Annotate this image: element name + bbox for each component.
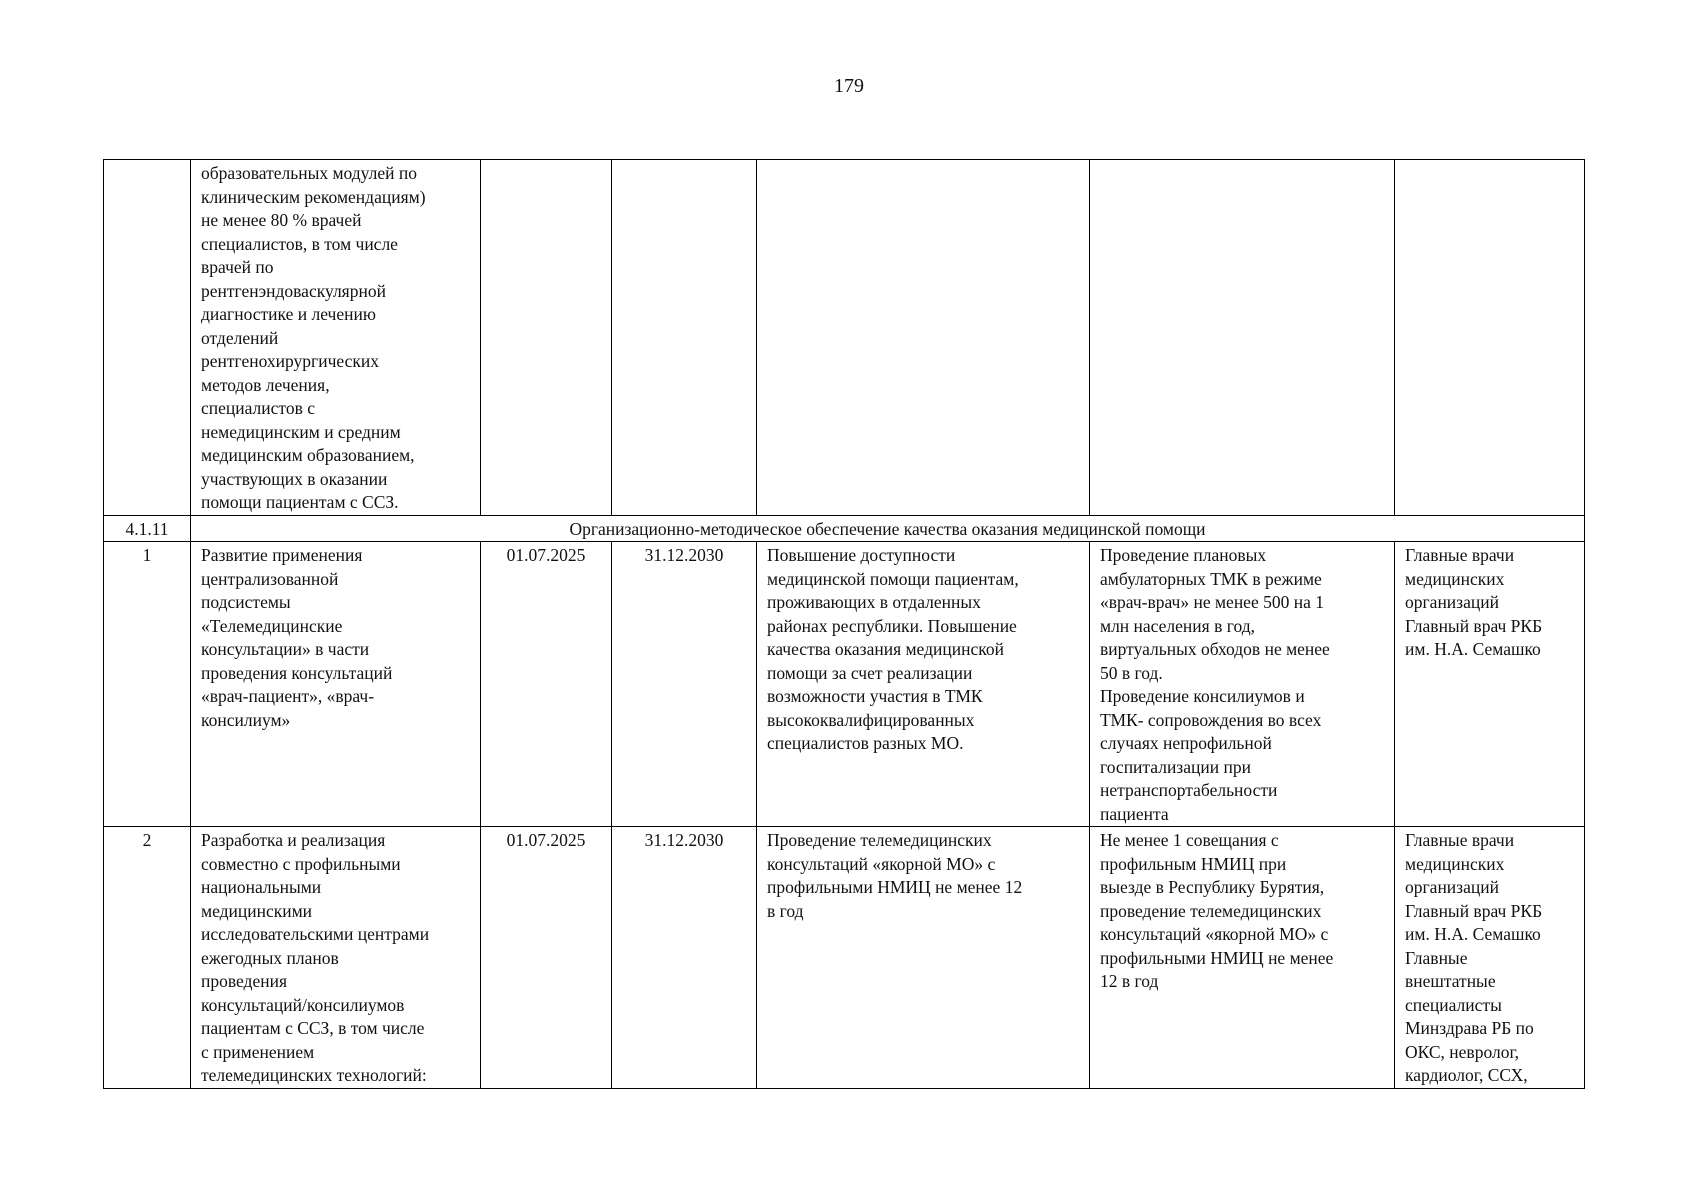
text-line: «врач-пациент», «врач- xyxy=(201,686,375,706)
text-line: ТМК- сопровождения во всех xyxy=(1100,709,1322,730)
cell-result xyxy=(757,542,1090,827)
text-line: Не менее 1 совещания с xyxy=(1100,830,1279,850)
text-line: виртуальных обходов не менее xyxy=(1100,639,1330,659)
page-number: 179 xyxy=(834,75,864,97)
text-line: медицинской помощи пациентам, xyxy=(767,568,1019,589)
text-line: проведения консультаций xyxy=(201,662,393,683)
cell-num: 1 xyxy=(104,542,191,827)
text-line: медицинских xyxy=(1405,853,1505,874)
text-line: им. Н.А. Семашко xyxy=(1405,924,1541,944)
text-line: Главные xyxy=(1405,947,1468,968)
section-row xyxy=(104,515,1585,542)
text-line: Повышение доступности xyxy=(767,545,956,565)
text-line: исследовательскими центрами xyxy=(201,924,430,944)
text-line: централизованной xyxy=(201,568,339,589)
section-number: 4.1.11 xyxy=(104,515,191,542)
table-row xyxy=(104,542,1585,827)
text-line: участвующих в оказании xyxy=(201,468,388,489)
text-line: качества оказания медицинской xyxy=(767,639,1004,659)
text-line: ОКС, невролог, xyxy=(1405,1041,1520,1062)
text-line: «врач-врач» не менее 500 на 1 xyxy=(1100,592,1324,612)
text-line: диагностике и лечению xyxy=(201,304,376,324)
text-line: районах республики. Повышение xyxy=(767,615,1017,636)
text-line: проведение телемедицинских xyxy=(1100,900,1322,921)
table-row-continuation xyxy=(104,160,1585,516)
cell-action xyxy=(191,827,481,1089)
text-line: проживающих в отдаленных xyxy=(767,592,981,612)
cell-result xyxy=(757,827,1090,1089)
cell-responsible xyxy=(1395,542,1585,827)
cell-start xyxy=(481,160,612,516)
text-line: Минздрава РБ по xyxy=(1405,1018,1534,1038)
text-line: Главный врач РКБ xyxy=(1405,900,1543,921)
text-line: пациентам с ССЗ, в том числе xyxy=(201,1018,425,1038)
text-line: специалистов с xyxy=(201,398,315,418)
cell-indicator xyxy=(1090,542,1395,827)
text-line: врачей по xyxy=(201,257,274,277)
text-line: высококвалифицированных xyxy=(767,709,975,730)
cell-result xyxy=(757,160,1090,516)
text-line: нетранспортабельности xyxy=(1100,780,1278,800)
text-line: клиническим рекомендациям) xyxy=(201,186,426,207)
text-line: выезде в Республику Бурятия, xyxy=(1100,877,1325,897)
cell-end xyxy=(612,160,757,516)
text-line: совместно с профильными xyxy=(201,853,401,874)
text-line: консультации» в части xyxy=(201,639,370,659)
text-line: специалистов разных МО. xyxy=(767,733,964,753)
text-line: национальными xyxy=(201,877,322,897)
text-line: профильными НМИЦ не менее xyxy=(1100,947,1334,968)
text-line: Проведение телемедицинских xyxy=(767,830,992,850)
cell-num: 2 xyxy=(104,827,191,1089)
text-line: случаях непрофильной xyxy=(1100,733,1272,753)
text-line: Главные врачи xyxy=(1405,545,1515,565)
text-line: амбулаторных ТМК в режиме xyxy=(1100,568,1322,589)
text-line: рентгенэндоваскулярной xyxy=(201,280,386,301)
cell-responsible xyxy=(1395,827,1585,1089)
text-line: специалисты xyxy=(1405,994,1502,1015)
text-line: профильным НМИЦ при xyxy=(1100,853,1287,874)
text-line: Проведение консилиумов и xyxy=(1100,686,1305,706)
text-line: им. Н.А. Семашко xyxy=(1405,639,1541,659)
text-line: в год xyxy=(767,900,804,921)
text-line: Главные врачи xyxy=(1405,830,1515,850)
text-line: ежегодных планов xyxy=(201,947,339,968)
cell-end-date: 31.12.2030 xyxy=(612,542,757,827)
text-line: медицинскими xyxy=(201,900,313,921)
cell-action xyxy=(191,542,481,827)
text-line: подсистемы xyxy=(201,592,291,612)
cell-end-date: 31.12.2030 xyxy=(612,827,757,1089)
text-line: специалистов, в том числе xyxy=(201,233,398,254)
section-title: Организационно-методическое обеспечение качества оказания медицинской помощи xyxy=(191,515,1585,542)
text-line: Главный врач РКБ xyxy=(1405,615,1543,636)
text-line: госпитализации при xyxy=(1100,756,1251,777)
cell-indicator xyxy=(1090,160,1395,516)
text-line: млн населения в год, xyxy=(1100,615,1255,636)
text-line: консультаций/консилиумов xyxy=(201,994,405,1015)
text-line: Разработка и реализация xyxy=(201,830,386,850)
text-line: рентгенохирургических xyxy=(201,351,379,371)
text-line: возможности участия в ТМК xyxy=(767,686,983,706)
text-line: кардиолог, ССХ, xyxy=(1405,1065,1528,1085)
cell-action xyxy=(191,160,481,516)
text-line: организаций xyxy=(1405,877,1499,897)
text-line: внештатные xyxy=(1405,971,1496,991)
text-line: медицинским образованием, xyxy=(201,445,415,465)
cell-start-date: 01.07.2025 xyxy=(481,827,612,1089)
text-line: пациента xyxy=(1100,803,1169,824)
text-line: Проведение плановых xyxy=(1100,545,1267,565)
text-line: «Телемедицинские xyxy=(201,615,343,636)
text-line: консультаций «якорной МО» с xyxy=(767,853,996,874)
cell-start-date: 01.07.2025 xyxy=(481,542,612,827)
text-line: не менее 80 % врачей xyxy=(201,210,362,230)
text-line: организаций xyxy=(1405,592,1499,612)
text-line: помощи пациентам с ССЗ. xyxy=(201,492,399,512)
text-line: немедицинским и средним xyxy=(201,421,401,442)
cell-num xyxy=(104,160,191,516)
text-line: телемедицинских технологий: xyxy=(201,1065,427,1085)
text-line: 12 в год xyxy=(1100,971,1159,991)
text-line: профильными НМИЦ не менее 12 xyxy=(767,877,1023,897)
measures-table xyxy=(103,159,1585,1089)
text-line: с применением xyxy=(201,1041,315,1062)
cell-responsible xyxy=(1395,160,1585,516)
text-line: Развитие применения xyxy=(201,545,363,565)
text-line: 50 в год. xyxy=(1100,662,1163,683)
table-row xyxy=(104,827,1585,1089)
text-line: медицинских xyxy=(1405,568,1505,589)
text-line: образовательных модулей по xyxy=(201,163,418,183)
text-line: консилиум» xyxy=(201,709,291,730)
text-line: отделений xyxy=(201,327,279,348)
cell-indicator xyxy=(1090,827,1395,1089)
text-line: методов лечения, xyxy=(201,374,330,395)
text-line: консультаций «якорной МО» с xyxy=(1100,924,1329,944)
text-line: помощи за счет реализации xyxy=(767,662,973,683)
text-line: проведения xyxy=(201,971,288,991)
